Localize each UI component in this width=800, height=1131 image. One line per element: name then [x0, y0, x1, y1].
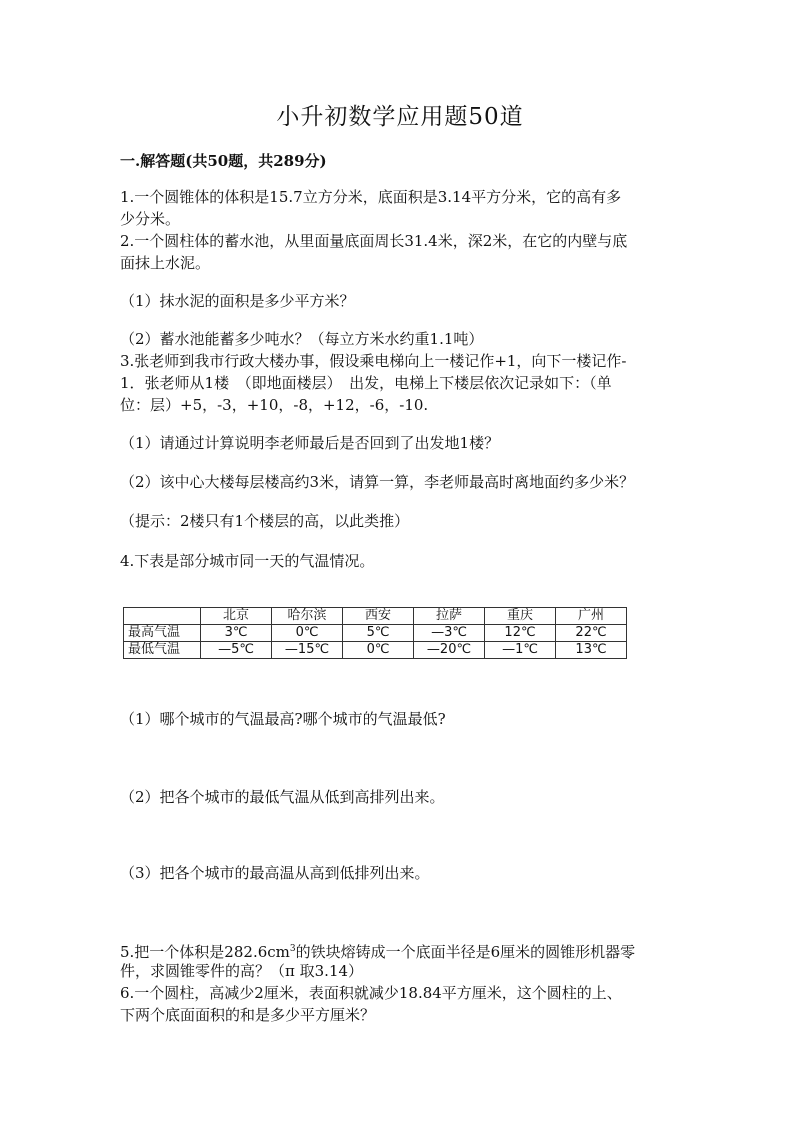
q3-line-1: 3.张老师到我市行政大楼办事，假设乘电梯向上一楼记作+1，向下一楼记作-: [120, 352, 627, 370]
table-cell: 22℃: [556, 625, 627, 642]
table-header-cell: 北京: [201, 608, 272, 625]
table-header-cell: [124, 608, 201, 625]
q6-line-1: 6.一个圆柱，高减少2厘米，表面积就减少18.84平方厘米，这个圆柱的上、: [120, 984, 622, 1002]
table-cell: 0℃: [272, 625, 343, 642]
section-heading: 一.解答题(共50题，共289分): [120, 152, 327, 170]
q1-line-2: 少分米。: [120, 210, 181, 228]
table-header-cell: 拉萨: [414, 608, 485, 625]
table-cell: —20℃: [414, 642, 485, 659]
q3-line-2: 1．张老师从1楼 （即地面楼层） 出发，电梯上下楼层依次记录如下：（单: [120, 374, 612, 392]
table-header-cell: 哈尔滨: [272, 608, 343, 625]
table-cell: 最低气温: [124, 642, 201, 659]
q3-line-3: 位：层）+5，-3，+10，-8，+12，-6，-10.: [120, 396, 429, 414]
table-cell: 13℃: [556, 642, 627, 659]
table-cell: —1℃: [485, 642, 556, 659]
q3-sub-1: （1）请通过计算说明李老师最后是否回到了出发地1楼？: [120, 434, 500, 452]
q4-line-1: 4.下表是部分城市同一天的气温情况。: [120, 552, 375, 570]
table-cell: 0℃: [343, 642, 414, 659]
q1-line-1: 1.一个圆锥体的体积是15.7立方分米，底面积是3.14平方分米，它的高有多: [120, 188, 622, 206]
q5-line-2: 件，求圆锥零件的高？（π 取3.14）: [120, 962, 364, 980]
q5-line-1-start: 5.把一个体积是282.6cm: [120, 943, 290, 961]
q3-hint: （提示：2楼只有1个楼层的高，以此类推）: [120, 512, 410, 530]
table-cell: —15℃: [272, 642, 343, 659]
q3-sub-2: （2）该中心大楼每层楼高约3米，请算一算，李老师最高时离地面约多少米？: [120, 473, 635, 491]
q4-sub-3: （3）把各个城市的最高温从高到低排列出来。: [120, 864, 430, 882]
table-header-cell: 西安: [343, 608, 414, 625]
table-cell: —5℃: [201, 642, 272, 659]
table-row: [124, 625, 627, 642]
table-cell: 3℃: [201, 625, 272, 642]
q2-line-2: 面抹上水泥。: [120, 254, 211, 272]
table-header-row: [124, 608, 627, 625]
page-title: 小升初数学应用题50道: [276, 104, 524, 130]
q6-line-2: 下两个底面面积的和是多少平方厘米？: [120, 1006, 376, 1024]
table-cell: 12℃: [485, 625, 556, 642]
q4-sub-2: （2）把各个城市的最低气温从低到高排列出来。: [120, 788, 445, 806]
temperature-table: [123, 607, 627, 659]
table-header-cell: 重庆: [485, 608, 556, 625]
table-row: [124, 642, 627, 659]
q2-line-1: 2.一个圆柱体的蓄水池，从里面量底面周长31.4米，深2米，在它的内壁与底: [120, 232, 628, 250]
q2-sub-2: （2）蓄水池能蓄多少吨水？（每立方米水约重1.1吨）: [120, 330, 484, 348]
table-cell: 最高气温: [124, 625, 201, 642]
q2-sub-1: （1）抹水泥的面积是多少平方米？: [120, 292, 355, 310]
q5-superscript: 3: [289, 944, 296, 954]
q5-line-1-end: 的铁块熔铸成一个底面半径是6厘米的圆锥形机器零: [295, 943, 636, 961]
table-header-cell: 广州: [556, 608, 627, 625]
q4-sub-1: （1）哪个城市的气温最高?哪个城市的气温最低?: [120, 710, 446, 728]
table-cell: —3℃: [414, 625, 485, 642]
table-cell: 5℃: [343, 625, 414, 642]
